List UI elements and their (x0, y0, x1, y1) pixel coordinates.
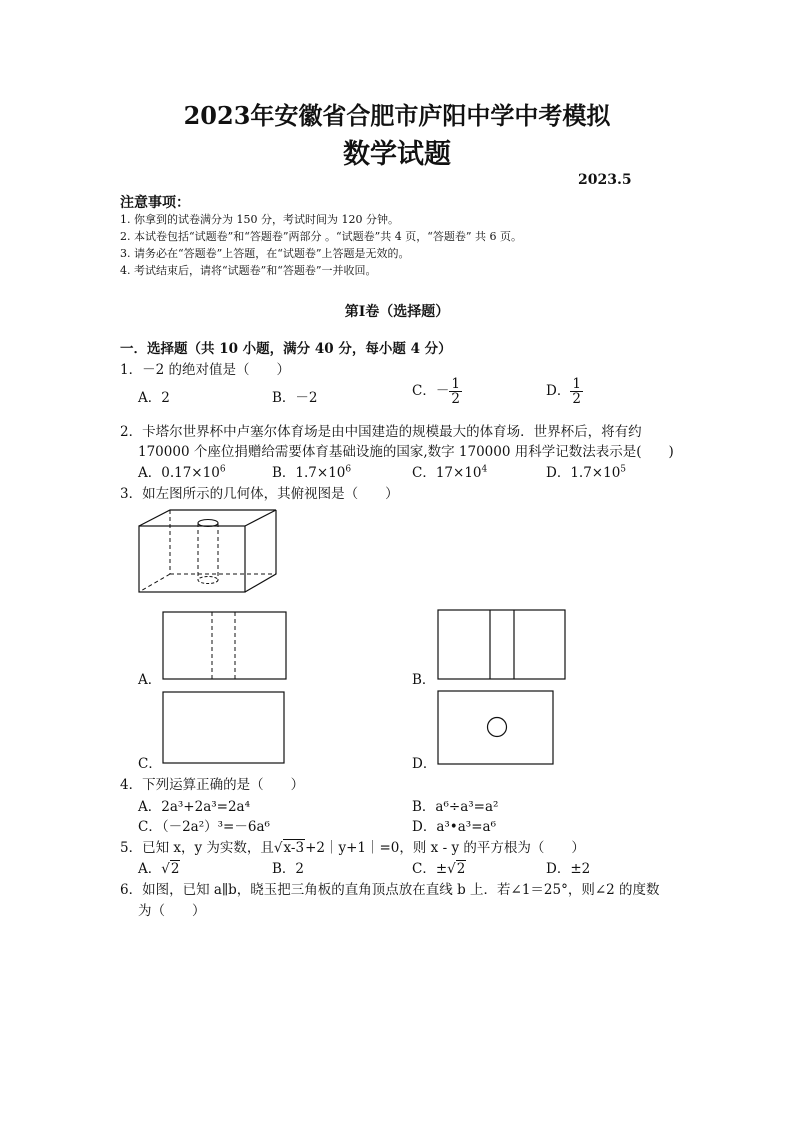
q3-solid-figure (135, 505, 285, 597)
q5-option-b: B．2 (272, 861, 305, 877)
q5-stem-suffix: +2｜y+1｜=0，则 x - y 的平方根为（ ） (305, 840, 585, 856)
q5-option-d: D．±2 (546, 861, 591, 877)
q2-option-a (138, 461, 226, 481)
section-title: 第Ⅰ卷（选择题） (344, 304, 450, 320)
q4-option-b: B．a⁶÷a³=a² (412, 799, 499, 815)
q1-option-d-fraction (570, 377, 583, 406)
sqrt-symbol: √ (447, 861, 456, 877)
q4-option-c: C．（－2a²）³=－6a⁶ (138, 819, 270, 835)
q1-option-d (546, 377, 583, 406)
q1-option-c (412, 377, 462, 406)
q5-option-a-radicand: 2 (170, 861, 180, 877)
q1-option-c-fraction (449, 377, 462, 406)
q5-option-c (412, 857, 466, 877)
sqrt-symbol: √ (273, 840, 283, 856)
notice-item-4: 4. 考试结束后，请将“试题卷”和“答题卷”一并收回。 (120, 264, 377, 277)
q5-radicand: x-3 (283, 840, 305, 856)
q3-stem: 3．如左图所示的几何体，其俯视图是（ ） (120, 486, 399, 502)
q1-option-d-numerator: 1 (572, 376, 581, 392)
q2-option-a-exponent: 6 (219, 464, 226, 475)
q2-option-d-base: D．1.7×10 (546, 465, 621, 481)
q2-line1: 2．卡塔尔世界杯中卢塞尔体育场是由中国建造的规模最大的体育场．世界杯后，将有约 (120, 424, 642, 440)
q2-option-b-exponent: 6 (345, 464, 352, 475)
q3-option-a-label: A． (138, 672, 162, 688)
q1-option-c-numerator: 1 (451, 376, 460, 392)
q1-option-c-label: C．－ (412, 383, 450, 400)
q4-option-a: A．2a³+2a³=2a⁴ (138, 799, 251, 815)
q2-option-a-base: A．0.17×10 (138, 465, 220, 481)
q6-line1: 6．如图，已知 a∥b，晓玉把三角板的直角顶点放在直线 b 上．若∠1＝25°，则∠2 的度数 (120, 882, 660, 898)
q5-option-c-radicand: 2 (456, 861, 466, 877)
q2-line2: 170000 个座位捐赠给需要体育基础设施的国家,数字 170000 用科学记数法表示是( ) (138, 444, 674, 460)
q4-stem: 4．下列运算正确的是（ ） (120, 777, 305, 793)
q2-option-d (546, 461, 626, 481)
notice-item-2: 2. 本试卷包括“试题卷”和“答题卷”两部分 。“试题卷”共 4 页，“答题卷” 共 6 页。 (120, 230, 522, 243)
q3-option-b-label: B． (412, 672, 436, 688)
notice-item-3: 3. 请务必在“答题卷”上答题，在“试题卷”上答题是无效的。 (120, 247, 410, 260)
q1-option-a: A．2 (138, 390, 170, 406)
q5-option-a-label: A． (138, 861, 162, 877)
sqrt-symbol: √ (161, 861, 170, 877)
notice-heading: 注意事项： (120, 195, 190, 211)
q1-option-c-denominator: 2 (451, 391, 460, 408)
notice-item-1: 1. 你拿到的试卷满分为 150 分，考试时间为 120 分钟。 (120, 213, 399, 226)
q2-option-b-base: B．1.7×10 (272, 465, 346, 481)
q1-option-d-label: D． (546, 383, 571, 400)
q3-option-c-figure (162, 691, 286, 765)
q5-option-a (138, 857, 180, 877)
q1-option-d-denominator: 2 (572, 391, 581, 408)
q2-option-c-base: C．17×10 (412, 465, 482, 481)
q2-option-c-exponent: 4 (481, 464, 488, 475)
q3-option-d-figure (437, 690, 555, 766)
part-heading: 一．选择题（共 10 小题，满分 40 分，每小题 4 分） (120, 341, 452, 357)
q4-option-d: D．a³•a³=a⁶ (412, 819, 496, 835)
q1-option-b: B．－2 (272, 390, 318, 406)
q3-option-b-figure (437, 609, 567, 681)
q3-option-a-figure (162, 611, 288, 681)
q2-option-c (412, 461, 487, 481)
q5-stem-prefix: 5．已知 x，y 为实数，且 (120, 840, 274, 856)
q1-stem: 1．－2 的绝对值是（ ） (120, 362, 290, 378)
q3-option-c-label: C． (138, 756, 162, 772)
exam-title: 2023年安徽省合肥市庐阳中学中考模拟 (183, 101, 611, 130)
q5-option-c-label: C．± (412, 861, 448, 877)
q6-line2: 为（ ） (138, 903, 206, 919)
q3-option-d-label: D． (412, 756, 437, 772)
q2-option-d-exponent: 5 (620, 464, 627, 475)
q5-stem (120, 836, 585, 856)
exam-date: 2023.5 (578, 172, 632, 188)
exam-subtitle: 数学试题 (343, 139, 451, 170)
q2-option-b (272, 461, 351, 481)
